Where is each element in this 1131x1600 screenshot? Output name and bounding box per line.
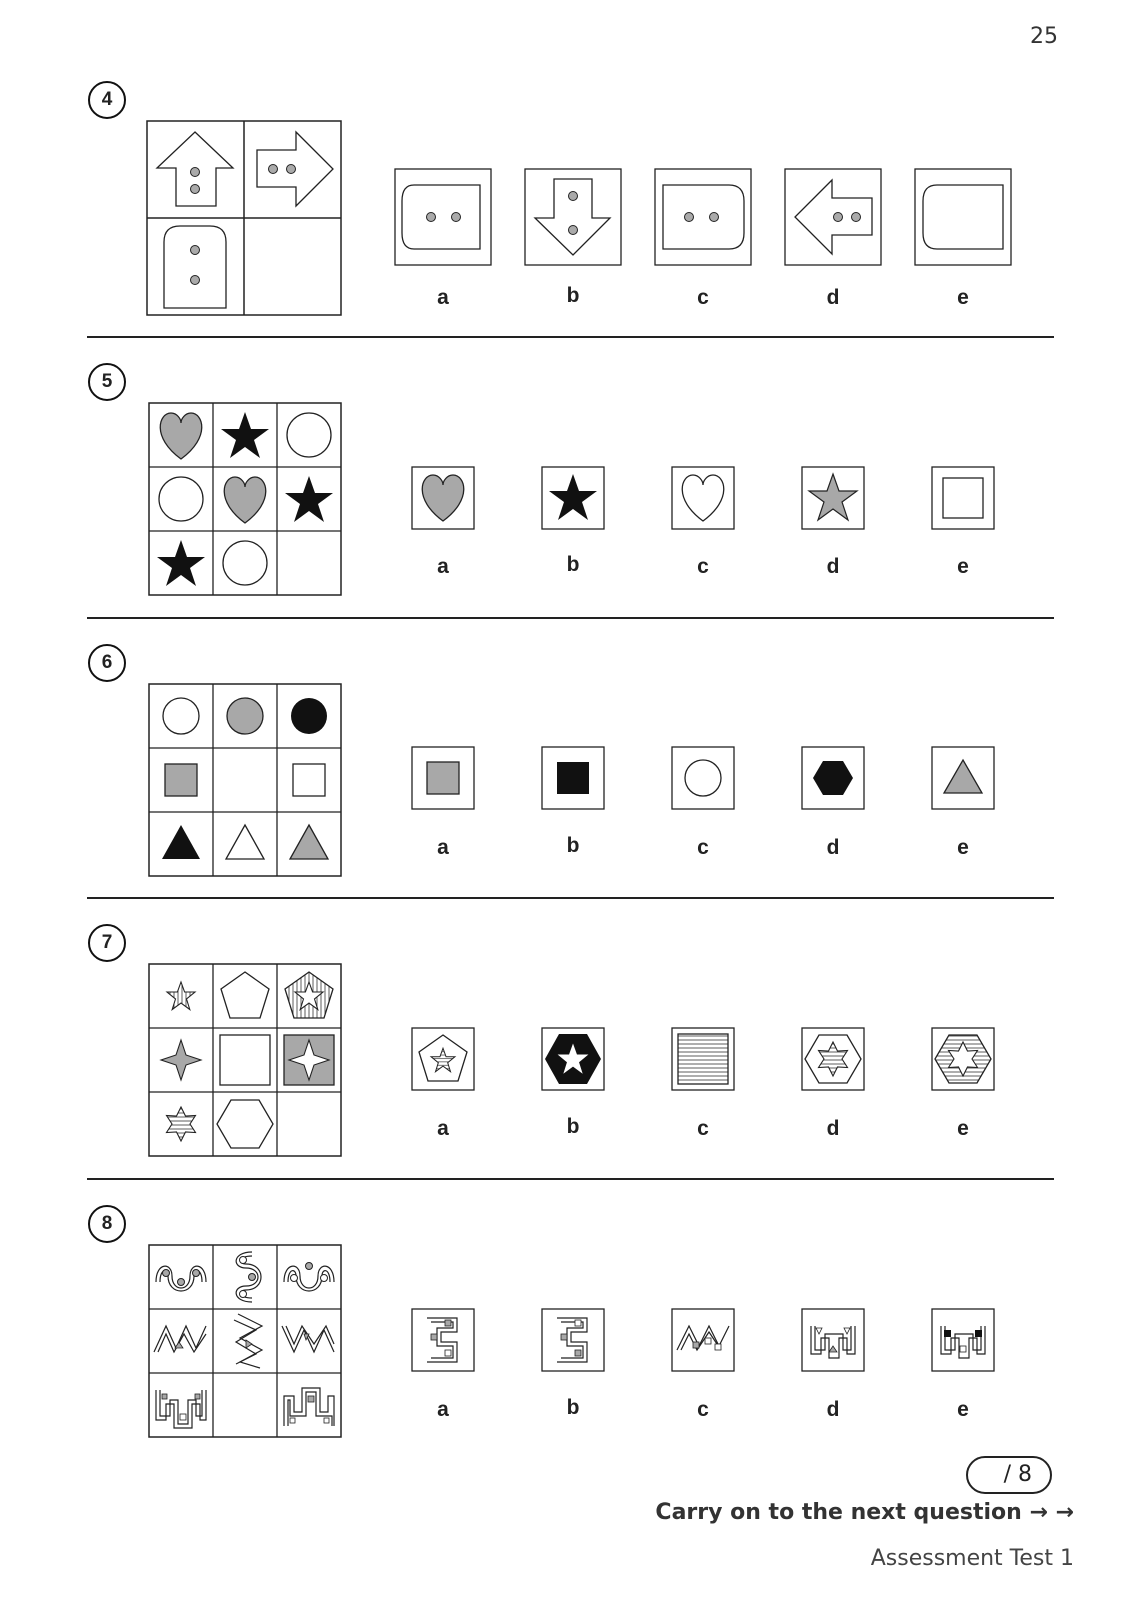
option-c-figure[interactable] [671,466,735,530]
option-e-figure[interactable] [914,168,1012,266]
option-label: a [437,1398,449,1421]
option-c-figure[interactable] [654,168,752,266]
option-b-figure[interactable] [541,746,605,810]
option-e-figure[interactable] [931,1308,995,1372]
circle-shape [227,698,263,734]
star-shape [221,412,269,458]
puzzle-grid [148,683,342,877]
puzzle-grid [148,1244,342,1438]
option-label: a [437,1117,449,1140]
triangle-shape [162,825,200,859]
carry-on-text: Carry on to the next question → → [655,1500,1074,1525]
circle-shape [291,698,327,734]
option-label: d [826,555,840,578]
option-label: b [566,553,580,576]
dot-shape [178,1279,185,1286]
option-label: e [957,286,969,309]
option-label: a [437,286,449,309]
option-b-figure[interactable] [541,1308,605,1372]
option-c-figure[interactable] [671,1308,735,1372]
circle-shape [223,541,267,585]
section-divider [87,897,1054,899]
option-label: d [826,1398,840,1421]
section-divider [87,617,1054,619]
page-number: 25 [1030,24,1058,49]
square-shape [220,1035,270,1085]
option-label: c [697,836,709,859]
option-label: d [826,836,840,859]
hexagon-shape [217,1100,273,1148]
puzzle-grid [146,120,342,316]
circle-shape [287,413,331,457]
question-number: 4 [88,81,126,119]
six-point-star-shape [167,1107,196,1141]
score-box: / 8 [966,1456,1052,1494]
option-label: e [957,555,969,578]
triangle-shape [290,825,328,859]
option-label: e [957,1398,969,1421]
dot-shape [163,1270,170,1277]
question-number: 6 [88,644,126,682]
option-label: b [566,1396,580,1419]
rounded-top-shape [164,226,226,308]
option-label: b [566,1115,580,1138]
question-number: 5 [88,363,126,401]
dot-shape [193,1270,200,1277]
option-e-figure[interactable] [931,1027,995,1091]
up-arrow-shape [157,132,233,206]
option-label: a [437,836,449,859]
option-a-figure[interactable] [411,1308,475,1372]
star-shape [157,540,205,586]
square-shape [293,764,325,796]
option-label: a [437,555,449,578]
option-a-figure[interactable] [411,746,475,810]
option-b-figure[interactable] [524,168,622,266]
triangle-shape [226,825,264,859]
section-divider [87,1178,1054,1180]
question-number: 8 [88,1205,126,1243]
option-e-figure[interactable] [931,746,995,810]
option-c-figure[interactable] [671,1027,735,1091]
option-label: c [697,1398,709,1421]
option-e-figure[interactable] [931,466,995,530]
option-label: d [826,1117,840,1140]
puzzle-grid [148,963,342,1157]
right-arrow-shape [257,132,333,206]
option-d-figure[interactable] [801,1308,865,1372]
footer-title: Assessment Test 1 [870,1546,1074,1571]
circle-shape [159,477,203,521]
circle-shape [163,698,199,734]
option-label: e [957,1117,969,1140]
option-a-figure[interactable] [411,466,475,530]
four-point-star-shape [161,1040,201,1080]
option-a-figure[interactable] [411,1027,475,1091]
zigzag-shape [282,1326,334,1352]
option-b-figure[interactable] [541,466,605,530]
option-label: e [957,836,969,859]
option-a-figure[interactable] [394,168,492,266]
option-label: c [697,286,709,309]
heart-shape [224,477,266,523]
section-divider [87,336,1054,338]
puzzle-grid [148,402,342,596]
option-b-figure[interactable] [541,1027,605,1091]
square-shape [165,764,197,796]
option-d-figure[interactable] [801,746,865,810]
option-d-figure[interactable] [801,1027,865,1091]
option-c-figure[interactable] [671,746,735,810]
pentagon-shape [221,972,269,1018]
option-label: d [826,286,840,309]
heart-shape [160,413,202,459]
question-number: 7 [88,924,126,962]
option-d-figure[interactable] [801,466,865,530]
option-d-figure[interactable] [784,168,882,266]
option-label: b [566,284,580,307]
star-shape [167,982,195,1010]
option-label: b [566,834,580,857]
star-shape [285,476,333,522]
option-label: c [697,555,709,578]
option-label: c [697,1117,709,1140]
